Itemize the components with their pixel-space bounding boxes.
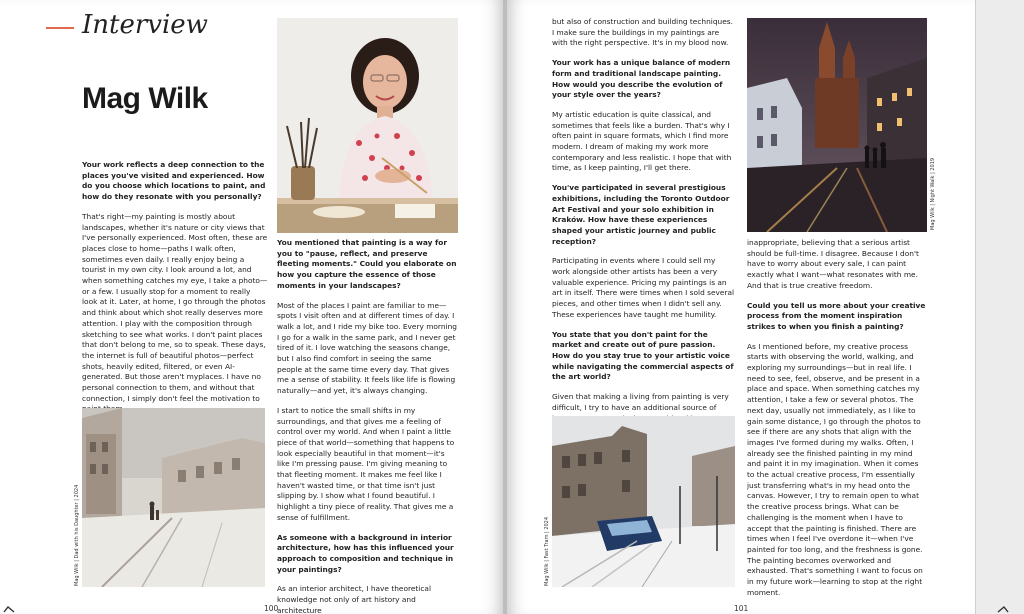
page-prev-icon[interactable] xyxy=(2,603,16,613)
night-walk-image xyxy=(747,18,927,232)
caption-fast-tram: Mag Wilk | Fast Tram | 2024 xyxy=(544,516,550,586)
interview-answer: inappropriate, believing that a serious artist should be full-time. I disagree. Because I don't have to worry about every sale, I can paint exactly what I want—what resonates with me. And that is true creative freedom. xyxy=(747,238,919,290)
left-column-2 xyxy=(277,238,458,614)
interview-answer: As I mentioned before, my creative process starts with observing the world, walking, and exploring my surroundings—but in real life. I need to see, feel, observe, and be present in a place and space. When something catches my attention, I take a few or several photos. The next day, usually not immediately, as I like to gain some distance, I go through the photos to see if there are any shots that align with the images I've formed during my walks. Often, I already see the finished painting in my mind and paint it in my imagination. When it comes to the actual creative process, I'm essentially just transferring what's in my head onto the canvas. However, I try to remain open to what the creative process brings. What can be challenging is the moment when I have to accept that the painting is finished. There are times when I feel I've overdone it—when I've painted for too long, and the freshness is gone. The painting becomes overworked and exhausted. That's something I want to focus on in my future work—learning to stop at the right moment. xyxy=(747,341,923,597)
page-next-icon[interactable] xyxy=(996,603,1010,613)
interview-question: Your work reflects a deep connection to the places you've visited and experienced. How do you choose which locations to paint, and how do they resonate with you personally? xyxy=(82,160,266,202)
interview-question: You've participated in several prestigious exhibitions, including the Toronto Outdoor Art Festival and your solo exhibition in Kraków. How have these experiences shaped your artistic journey and public reception? xyxy=(552,183,730,246)
next-page-edge xyxy=(975,0,1024,614)
interview-question: As someone with a background in interior architecture, how has this influenced your approach to composition and technique in your paintings? xyxy=(277,532,454,574)
right-page xyxy=(507,0,975,614)
fast-tram-image xyxy=(552,416,735,587)
caption-dad-with-daughter: Mag Wilk | Dad with his Daughter | 2024 xyxy=(74,484,80,586)
interview-question: Your work has a unique balance of modern form and traditional landscape painting. How would you describe the evolution of your style over the years? xyxy=(552,58,731,100)
interview-answer: That's right—my painting is mostly about landscapes, whether it's nature or city views that I've personally experienced. Most often, these are places close to home—paths I walk often, sometimes even daily. I really enjoy being a tourist in my own city. I look around a lot, and when something catches my eye, I take a photo—or a few. I usually stop for a moment to really look at it. Later, at home, I go through the photos and think about which shot really deserves more attention. I play with the composition through sketching to see what works. I don't paint places that don't belong to me, so to speak. These days, the internet is full of beautiful photos—perfect shots, heavily edited, filtered, or even AI-generated. But those aren't myplaces. I have no personal connection to them, and without that connection, I simply don't feel the motivation to xyxy=(82,211,268,403)
portrait-photo xyxy=(277,18,458,233)
article-title: Mag Wilk xyxy=(82,82,208,115)
dad-with-daughter-image xyxy=(82,408,265,587)
interview-question: Could you tell us more about your creative process from the moment inspiration strikes to when you finish a painting? xyxy=(747,300,926,331)
interview-answer: As an interior architect, I have theoretical knowledge not only of art history and architecture xyxy=(277,584,431,614)
section-label: Interview xyxy=(82,10,208,40)
painting-fast-tram xyxy=(552,416,735,587)
interview-question: You state that you don't paint for the market and create out of pure passion. How do you stay true to your artistic voice while navigating the commercial aspects of the art world? xyxy=(552,329,734,382)
interview-answer: Given that making a living from painting is very difficult, I try to have an additional source of xyxy=(552,392,729,412)
interview-answer: Participating in events where I could sell my work alongside other artists has been a very valuable experience. Pricing my paintings is an art in itself. There were times when I sold several pieces, and other times when I didn't sell any. These experiences have taught me humility. xyxy=(552,256,735,319)
section-accent-line xyxy=(46,27,74,29)
painting-dad-with-daughter xyxy=(82,408,265,587)
painting-night-walk xyxy=(747,18,927,232)
interview-question: You mentioned that painting is a way for you to "pause, reflect, and preserve fleeting moments." Could you elaborate on how you capture the essence of those moments in your landscapes? xyxy=(277,238,457,290)
interview-answer: My artistic education is quite classical, and sometimes that feels like a burden. That's why I often paint in square formats, which I find more modern. I dream of making my work more contemporary and less realistic. I hope that with time, as I keep painting, I'll get there. xyxy=(552,109,732,173)
caption-night-walk: Mag Wilk | Night Walk | 2019 xyxy=(930,157,936,230)
artist-portrait-photo xyxy=(277,18,458,233)
right-column-2 xyxy=(747,238,927,608)
right-column-1 xyxy=(552,17,735,433)
left-page xyxy=(0,0,503,614)
page-number-right: 101 xyxy=(734,604,749,613)
interview-answer: I start to notice the small shifts in my surroundings, and that gives me a feeling of control over my world. And when I paint a little piece of that world—something that happens to look especially beautiful in that moment—it's like I'm pressing pause. I'm giving meaning to that fleeting moment. It makes me feel like I haven't wasted time, or that time isn't just slipping by. I show what I found beautiful. I highlight a tiny piece of reality. That gives me a sense of fulfillment. xyxy=(277,405,455,522)
interview-answer: Most of the places I paint are familiar to me—spots I visit often and at different times of day. I walk a lot, and I ride my bike too. Every morning I go for a walk in the same park, and I never get tired of it. I love watching the seasons change, but I also find comfort in seeing the same people at the same time every day. That gives me a sense of stability. It feels like life is flowing naturally—and yet, it's always changing. xyxy=(277,300,457,396)
interview-answer: but also of construction and building techniques. I make sure the buildings in my paintings are with the right perspective. It's in my blood now. xyxy=(552,17,733,48)
page-number-left: 100 xyxy=(264,604,279,613)
left-column-1 xyxy=(82,160,268,424)
